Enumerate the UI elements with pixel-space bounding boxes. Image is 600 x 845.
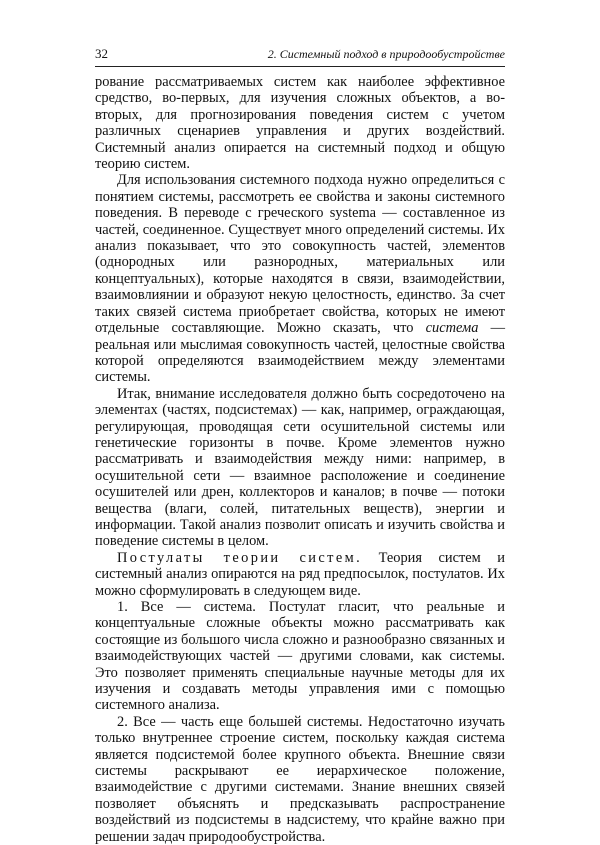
paragraph-3 <box>95 386 505 550</box>
paragraph-6 <box>95 714 505 845</box>
paragraph-4 <box>95 550 505 599</box>
section-heading: Постулаты теории систем. <box>117 549 363 566</box>
book-page <box>95 46 505 845</box>
body-text <box>95 74 505 845</box>
paragraph-2 <box>95 172 505 385</box>
paragraph-2-text: Для использования системного подхода нужно определиться с понятием системы, рассмотреть ее свойства и законы системного поведения. В переводе с греческого systema — составленное из частей, соединенное. Существует много определений системы. Их анализ показывает, что это совокупность частей, элементов (однородных или разнородных, материальных или концептуальных), которые находятся в связи, взаимодействии, взаимовлиянии и образуют некую целостность, единство. За счет таких связей система приобретает свойства, которых не имеют отдельные составляющие. Можно сказать, что <box>95 172 505 337</box>
paragraph-4-text: Теория систем и системный анализ опираются на ряд предпосылок, постулатов. Их можно сформулировать в следующем виде. <box>95 549 505 599</box>
paragraph-5-text: 1. Все — система. Постулат гласит, что реальные и концептуальные сложные объекты можно рассматривать как состоящие из большого числа сложно и разнообразно связанных и взаимодействующих частей — другими словами, как системы. Это позволяет применять специальные научные методы для их изучения и создавать методы управления ими с помощью системного анализа. <box>95 599 505 714</box>
paragraph-5 <box>95 599 505 714</box>
paragraph-2-emphasis: система <box>425 320 479 337</box>
page-number: 32 <box>95 46 108 61</box>
paragraph-2-text-after: — реальная или мыслимая совокупность частей, целостные свойства которой определяются взаимодействием между элементами системы. <box>95 320 505 386</box>
paragraph-6-text: 2. Все — часть еще большей системы. Недостаточно изучать только внутреннее строение систем, поскольку каждая система является подсистемой более крупного объекта. Внешние связи системы раскрывают ее иерархическое положение, взаимодействие с другими системами. Знание внешних связей позволяет объяснять и предсказывать распространение воздействий из подсистемы в надсистему, что крайне важно при решении задач природообустройства. <box>95 713 505 845</box>
paragraph-1-text: рование рассматриваемых систем как наиболее эффективное средство, во-первых, для изучения сложных объектов, а во-вторых, для прогнозирования поведения систем с учетом различных сценариев управления и других воздействий. Системный анализ опирается на системный подход и общую теорию систем. <box>95 74 505 173</box>
chapter-title: 2. Системный подход в природообустройстве <box>267 47 505 61</box>
paragraph-3-text: Итак, внимание исследователя должно быть сосредоточено на элементах (частях, подсистемах) — как, например, ограждающая, регулирующая, проводящая сети осушительной системы или генетические горизонты в почве. Кроме элементов нужно рассматривать и взаимодействия между ними: например, в осушительной сети — взаимное расположение и соединение осушителей или дрен, коллекторов и каналов; в почве — потоки вещества (влаги, солей, питательных веществ), энергии и информации. Такой анализ позволит описать и изучить свойства и поведение системы в целом. <box>95 385 505 550</box>
paragraph-1 <box>95 74 505 172</box>
running-header <box>95 46 505 67</box>
